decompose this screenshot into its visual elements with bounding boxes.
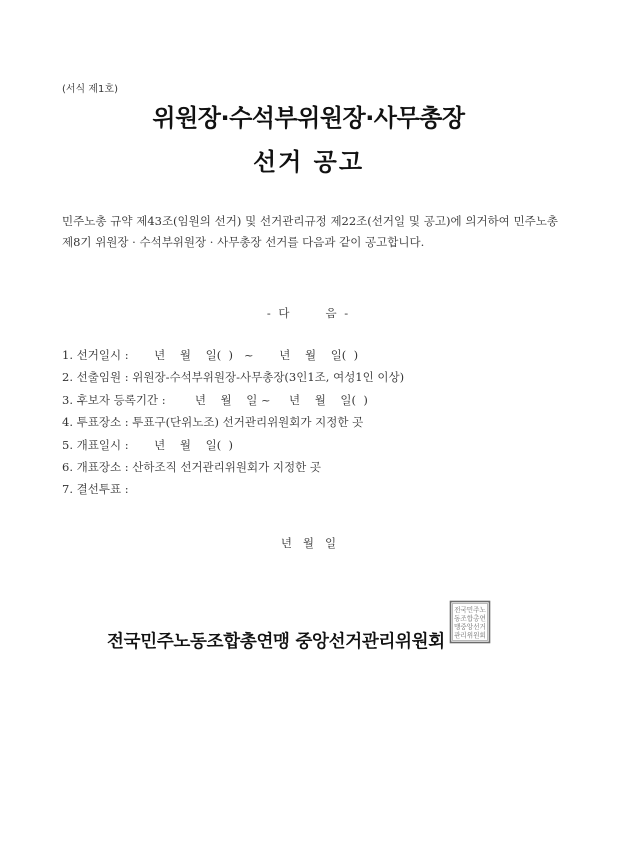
item-counting-place: 6. 개표장소 : 산하조직 선거관리위원회가 지정한 곳 bbox=[62, 459, 321, 474]
intro-paragraph: 민주노총 규약 제43조(임원의 선거) 및 선거관리규정 제22조(선거일 및 공고)에 의거하여 민주노총 제8기 위원장 · 수석부위원장 · 사무총장 선거를 다음과 같이 공고합니다. bbox=[62, 214, 558, 249]
item-list bbox=[62, 344, 404, 501]
issue-date: 년 월 일 bbox=[280, 536, 337, 550]
seal-row-1: 전국민주노 bbox=[454, 606, 486, 614]
item-election-date: 1. 선거일시 : 년 월 일( ) ~ 년 월 일( ) bbox=[62, 348, 359, 362]
item-positions: 2. 선출임원 : 위원장-수석부위원장-사무총장(3인1조, 여성1인 이상) bbox=[62, 370, 405, 385]
section-heading: - 다 음 - bbox=[266, 306, 351, 320]
title-line-1: 위원장·수석부위원장·사무총장 bbox=[152, 104, 465, 132]
seal-row-3: 맹중앙선거 bbox=[454, 623, 486, 631]
item-registration-period: 3. 후보자 등록기간 : 년 월 일 ~ 년 월 일( ) bbox=[62, 392, 368, 407]
item-runoff: 7. 결선투표 : bbox=[62, 482, 129, 497]
official-seal bbox=[449, 600, 491, 644]
form-number: (서식 제1호) bbox=[62, 84, 118, 95]
seal-row-2: 동조합총연 bbox=[454, 614, 486, 623]
item-counting-date: 5. 개표일시 : 년 월 일( ) bbox=[62, 437, 234, 452]
item-voting-place: 4. 투표장소 : 투표구(단위노조) 선거관리위원회가 지정한 곳 bbox=[62, 415, 364, 430]
seal-row-4: 관리위원회 bbox=[454, 631, 486, 640]
title-line-2: 선거 공고 bbox=[252, 148, 365, 176]
organization-name: 전국민주노동조합총연맹 중앙선거관리위원회 bbox=[107, 632, 445, 652]
